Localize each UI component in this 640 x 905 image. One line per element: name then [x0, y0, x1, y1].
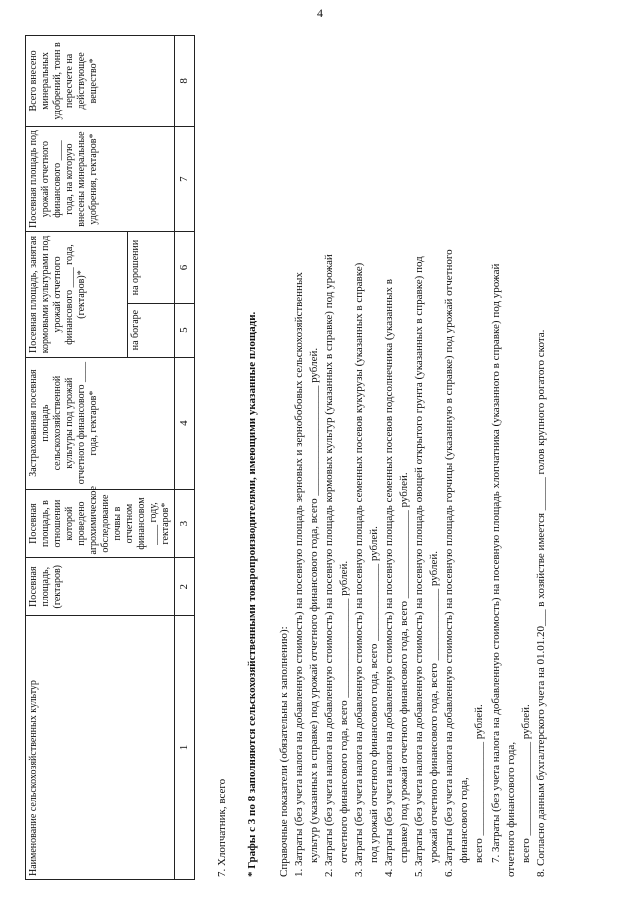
ref-item-3-cont: под урожай отчетного финансового года, всего ______________ рублей.: [368, 526, 380, 863]
col-number: 3: [175, 489, 195, 558]
ref-item-7: 7. Затраты (без учета налога на добавленную стоимость) на посевную площадь хлопчатника (указанного в справке) под урожай: [490, 263, 502, 863]
col-number: 2: [175, 558, 195, 615]
header-crop-name: Наименование сельскохозяйственных культур: [26, 615, 175, 879]
cotton-row-label: 7. Хлопчатник, всего: [216, 778, 228, 877]
header-dryland: на богаре: [128, 303, 175, 357]
header-fertilizer-total: Всего внесено минеральных удобрений, тонн в пересчете на действующее вещество*: [26, 36, 175, 127]
col-number: 5: [175, 303, 195, 357]
table-header-row: [26, 36, 128, 880]
ref-item-1-cont: культур (указанных в справке) под урожай отчетного финансового года, всего ____________________ рублей.: [308, 347, 320, 863]
header-insured-area: Застрахованная посевная площадь сельскохозяйственной культуры под урожай отчетного финансового ____ года, гектаров*: [26, 357, 175, 489]
col-number: 1: [175, 615, 195, 879]
ref-item-5: 5. Затраты (без учета налога на добавленную стоимость) на посевную площадь овощей открытого грунта (указанных в справке) под: [413, 256, 425, 877]
header-fodder-area: Посевная площадь, занятая кормовыми культурами под урожай отчетного финансового ____ года, (гектаров)*: [26, 232, 128, 357]
header-sown-area: Посевная площадь, (гектаров): [26, 558, 175, 615]
ref-item-1: 1. Затраты (без учета налога на добавленную стоимость) на посевную площадь зерновых и зернобобовых сельскохозяйственных: [293, 272, 305, 877]
header-fertilized-area: Посевная площадь под урожай отчетного финансового ____ года, на которую внесены минеральные удобрения, гектаров*: [26, 126, 175, 232]
ref-item-4-cont: справке) под урожай отчетного финансового года, всего ________________ рублей.: [398, 472, 410, 863]
ref-item-6-cont: финансового года,: [458, 777, 470, 863]
ref-item-3: 3. Затраты (без учета налога на добавленную стоимость) на посевную площадь семенных посевов кукурузы (указанных в справке): [353, 262, 365, 877]
col-number: 4: [175, 357, 195, 489]
ref-item-7-total: всего _________________ рублей.: [520, 704, 532, 863]
col-number: 8: [175, 36, 195, 127]
ref-item-5-cont: урожай отчетного финансового года, всего _____________ рублей.: [428, 551, 440, 863]
footnote: * Графы с 3 по 8 заполняются сельскохозяйственными товаропроизводителями, имеющими указанные площади.: [246, 311, 258, 877]
header-agrochemical-area: Посевная площадь, в отношении которой проведено агрохимическое обследование почвы в отчетном финансовом ____ году, гектаров*: [26, 489, 175, 558]
ref-item-2-cont: отчетного финансового года, всего __________________ рублей.: [338, 560, 350, 863]
crop-area-table: [25, 35, 195, 880]
ref-item-7-cont: отчетного финансового года,: [505, 741, 517, 877]
ref-item-8: 8. Согласно данным бухгалтерского учета на 01.01.20___ в хозяйстве имеется ______ голов крупного рогатого скота.: [535, 329, 547, 877]
table-number-row: [175, 36, 195, 880]
col-number: 6: [175, 232, 195, 303]
ref-item-6: 6. Затраты (без учета налога на добавленную стоимость) на посевную площадь горчицы (указанную в справке) под урожай отчетного: [443, 249, 455, 877]
ref-item-6-total: всего _________________ рублей.: [473, 704, 485, 863]
reference-title: Справочные показатели (обязательны к заполнению):: [278, 626, 290, 877]
page-number: 4: [317, 6, 323, 20]
rotated-content: [20, 25, 620, 885]
ref-item-2: 2. Затраты (без учета налога на добавленную стоимость) на посевную площадь кормовых культур (указанных в справке) под урожай: [323, 254, 335, 877]
col-number: 7: [175, 126, 195, 232]
header-irrigated: на орошении: [128, 232, 175, 303]
ref-item-4: 4. Затраты (без учета налога на добавленную стоимость) на посевную площадь семенных посевов подсолнечника (указанных в: [383, 279, 395, 877]
